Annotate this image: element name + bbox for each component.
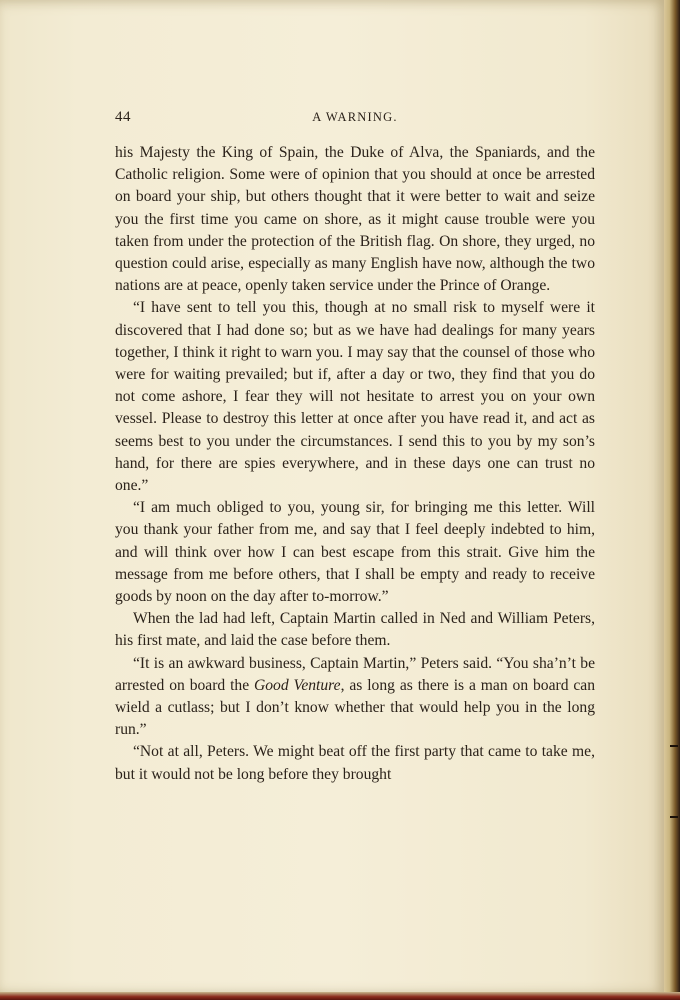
edge-mark [670, 745, 678, 747]
ship-name: Good Venture [254, 676, 341, 694]
running-title: A WARNING. [312, 110, 398, 124]
paragraph-1: his Majesty the King of Spain, the Duke of Alva, the Spaniards, and the Catholic religion. Some were of opinion that you should at once be arrested on board your ship, but others thought that it were better to wait and seize you the first time you came on shore, as it might cause trouble were you taken from under the protection of the British flag. On shore, they urged, no question could arise, especially as many English have now, although the two nations are at peace, openly taken service under the Prince of Orange. [115, 144, 595, 295]
edge-mark [670, 816, 678, 818]
paragraph-2: “I have sent to tell you this, though at no small risk to myself were it discovered that I had done so; but as we have had dealings for many years together, I think it right to warn you. I may say that the counsel of those who were for waiting prevailed; but if, after a day or two, they find that you do not come ashore, I fear they will not hesitate to arrest you on your own vessel. Please to destroy this letter at once after you have read it, and act as seems best to you under the circumstances. I send this to you by my son’s hand, for there are spies everywhere, and in these days one can trust no one.” [115, 299, 595, 495]
page-number: 44 [115, 109, 131, 125]
paragraph-5 [115, 653, 595, 742]
page-body [115, 142, 595, 786]
paragraph-6: “Not at all, Peters. We might beat off the first party that came to take me, but it would not be long before they brought [115, 743, 595, 783]
paragraph-3: “I am much obliged to you, young sir, for bringing me this letter. Will you thank your father from me, and say that I feel deeply indebted to him, and will think over how I can best escape from this strait. Give him the message from me before others, that I shall be empty and ready to receive goods by noon on the day after to-morrow.” [115, 499, 595, 606]
page-edge [664, 0, 680, 1000]
page-header [115, 109, 595, 131]
paragraph-4: When the lad had left, Captain Martin called in Ned and William Peters, his first mate, and laid the case before them. [115, 610, 595, 650]
book-bottom-edge [0, 992, 680, 1000]
paragraph-5-text-after: , as long as there is a man on board can wield a cutlass; but I don’t know whether that would help you in the long run.” [115, 676, 596, 739]
paragraph-5-text-before: “It is an awkward business, Captain Martin,” Peters said. “You sha’n’t be arrested on board the [115, 654, 595, 694]
